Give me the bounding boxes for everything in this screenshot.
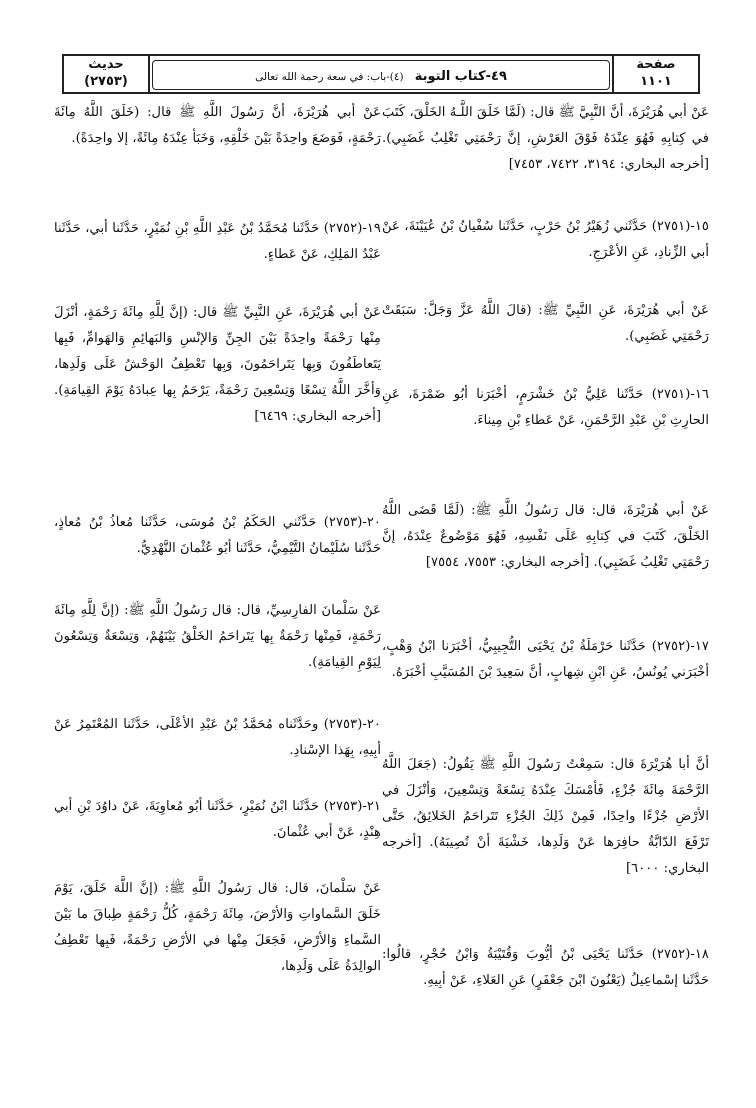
chapter-title-box [152, 60, 610, 90]
page-label: صفحة [636, 57, 676, 72]
hadith-text: عَنْ أبي هُرَيْرَةَ، أنَّ رَسُولَ اللَّهِ ﷺ قال: (خَلَقَ اللَّهُ مِائَةَ رَحْمَةٍ، فَوَضَعَ واحِدَةً بَيْنَ خَلْقِهِ، وَخَبَأ عِنْدَهُ مِائَةً، إلا واحِدَةً). [54, 105, 381, 146]
page-number: ١١٠١ [640, 74, 672, 89]
hadith-isnad: ٢٠-(٢٧٥٣) حَدَّثَني الحَكَمُ بْنُ مُوسَى، حَدَّثَنا مُعاذُ بْنُ مُعاذٍ، حَدَّثَنا سُلَيْمانُ التَّيْمِيُّ، حَدَّثَنا أبُو عُثْمانَ النَّهْدِيُّ. [54, 515, 381, 556]
hadith-text: عَنْ أبي هُرَيْرَةَ، أنَّ النَّبِيَّ ﷺ قال: (لَمَّا خَلَقَ اللَّـهُ الخَلْقَ، كَتَبَ في كِتابِهِ فَهُوَ عِنْدَهُ فَوْقَ العَرْشِ، إنَّ رَحْمَتِي تَغْلِبُ غَضَبِي). [أخرجه البخاري: ٣١٩٤، ٧٤٢٢، ٧٤٥٣] [382, 105, 709, 172]
hadith-text: أنَّ أبا هُرَيْرَةَ قال: سَمِعْتُ رَسُولَ اللَّهِ ﷺ يَقُولُ: (جَعَلَ اللَّهُ الرَّحْمَةَ مِائَةَ جُزْءٍ، فَأمْسَكَ عِنْدَهُ تِسْعَةً وَتِسْعِينَ، وَأنْزَلَ في الأرْضِ جُزْءًا واحِدًا، فَمِنْ ذَلِكَ الجُزْءِ تَتَراحَمُ الخَلائِقُ، حَتَّى تَرْفَعَ الدّابَّةُ حافِرَها عَنْ وَلَدِها، خَشْيَةَ أنْ تُصِيبَهُ). [أخرجه البخاري: ٦٠٠٠] [382, 757, 709, 876]
left-column [54, 100, 381, 1100]
hadith-text: عَنْ أبي هُرَيْرَةَ، قال: قال رَسُولُ اللَّهِ ﷺ: (لَمَّا قَضَى اللَّهُ الخَلْقَ، كَتَبَ في كِتابِهِ عَلَى نَفْسِهِ، فَهُوَ مَوْضُوعٌ عِنْدَهُ، إنَّ رَحْمَتِي تَغْلِبُ غَضَبِي). [أخرجه البخاري: ٧٥٥٣، ٧٥٥٤] [382, 503, 709, 570]
hadith-isnad: ٢٠-(٢٧٥٣) وحَدَّثَناه مُحَمَّدُ بْنُ عَبْدِ الأعْلَى، حَدَّثَنا المُعْتَمِرُ عَنْ أبِيهِ، بِهَذا الإسْنادِ. [54, 717, 381, 758]
book-title: ٤٩-كتاب التوبة [414, 69, 507, 84]
hadith-isnad: ٢١-(٢٧٥٣) حَدَّثَنا ابْنُ نُمَيْرٍ، حَدَّثَنا أبُو مُعاوِيَةَ، عَنْ داوُدَ بْنِ أبي هِنْدٍ، عَنْ أبي عُثْمانَ. [54, 799, 381, 840]
hadith-text: عَنْ أبي هُرَيْرَةَ، عَنِ النَّبِيِّ ﷺ: (قالَ اللَّهُ عَزَّ وَجَلَّ: سَبَقَتْ رَحْمَتِي غَضَبِي). [382, 303, 709, 344]
hadith-isnad: ١٦-(٢٧٥١) حَدَّثَنا عَلِيُّ بْنُ خَشْرَمٍ، أخْبَرَنا أبُو ضَمْرَةَ، عَنِ الحارِثِ بْنِ عَبْدِ الرَّحْمَنِ، عَنْ عَطاءِ بْنِ مِيناءَ. [382, 387, 709, 428]
hadith-isnad: ١٧-(٢٧٥٢) حَدَّثَنا حَرْمَلَةُ بْنُ يَحْيَى التُّجِيبِيُّ، أخْبَرَنا ابْنُ وَهْبٍ، أخْبَرَني يُونُسُ، عَنِ ابْنِ شِهابٍ، أنَّ سَعِيدَ بْنَ المُسَيَّبِ أخْبَرَهُ. [382, 639, 709, 680]
right-column [382, 100, 709, 1100]
hadith-text: عَنْ سَلْمانَ، قال: قال رَسُولُ اللَّهِ ﷺ: (إنَّ اللَّهَ خَلَقَ، يَوْمَ خَلَقَ السَّماواتِ وَالأرْضَ، مِائَةَ رَحْمَةٍ، كُلُّ رَحْمَةٍ طِباقَ ما بَيْنَ السَّماءِ وَالأرْضِ، فَجَعَلَ مِنْها في الأرْضِ رَحْمَةً، فَبِها تَعْطِفُ الوالِدَةُ عَلَى وَلَدِها، [54, 881, 381, 974]
page-header [62, 54, 700, 94]
hadith-number-box [64, 56, 150, 92]
hadith-isnad: ١٨-(٢٧٥٢) حَدَّثَنا يَحْيَى بْنُ أيُّوبَ وَقُتَيْبَةُ وَابْنُ حُجْرٍ، قالُوا: حَدَّثَنا إسْماعِيلُ (يَعْنُونَ ابْنَ جَعْفَرٍ) عَنِ العَلاءِ، عَنْ أبِيهِ. [382, 947, 709, 988]
chapter-title: (٤)-باب: في سعة رحمة الله تعالى [255, 71, 404, 83]
hadith-label: حديث [88, 57, 124, 72]
hadith-text: عَنْ أبي هُرَيْرَةَ، عَنِ النَّبِيِّ ﷺ قال: (إنَّ لِلَّهِ مِائَةَ رَحْمَةٍ، أنْزَلَ مِنْها رَحْمَةً واحِدَةً بَيْنَ الجِنِّ وَالإنْسِ وَالبَهائِمِ وَالهَوامِّ، فَبِها يَتَعاطَفُونَ وَبِها يَتَراحَمُونَ، وَبِها تَعْطِفُ الوَحْشُ عَلَى وَلَدِها، وَأخَّرَ اللَّهُ تِسْعًا وَتِسْعِينَ رَحْمَةً، يَرْحَمُ بِها عِبادَهُ يَوْمَ القِيامَةِ). [أخرجه البخاري: ٦٤٦٩] [54, 305, 381, 424]
hadith-text: عَنْ سَلْمانَ الفارِسِيِّ، قال: قال رَسُولُ اللَّهِ ﷺ: (إنَّ لِلَّهِ مِائَةَ رَحْمَةٍ، فَمِنْها رَحْمَةٌ بِها يَتَراحَمُ الخَلْقُ بَيْنَهُمْ، وَتِسْعَةٌ وَتِسْعُونَ لِيَوْمِ القِيامَةِ). [54, 603, 381, 670]
hadith-number: (٢٧٥٣) [84, 74, 128, 89]
hadith-isnad: ١٥-(٢٧٥١) حَدَّثَني زُهَيْرُ بْنُ حَرْبٍ، حَدَّثَنا سُفْيانُ بْنُ عُيَيْنَةَ، عَنْ أبي الزِّنادِ، عَنِ الأعْرَجِ. [382, 219, 709, 260]
hadith-isnad: ١٩-(٢٧٥٢) حَدَّثَنا مُحَمَّدُ بْنُ عَبْدِ اللَّهِ بْنِ نُمَيْرٍ، حَدَّثَنا أبي، حَدَّثَنا عَبْدُ المَلِكِ، عَنْ عَطاءٍ. [54, 221, 381, 262]
page-number-box [612, 56, 698, 92]
